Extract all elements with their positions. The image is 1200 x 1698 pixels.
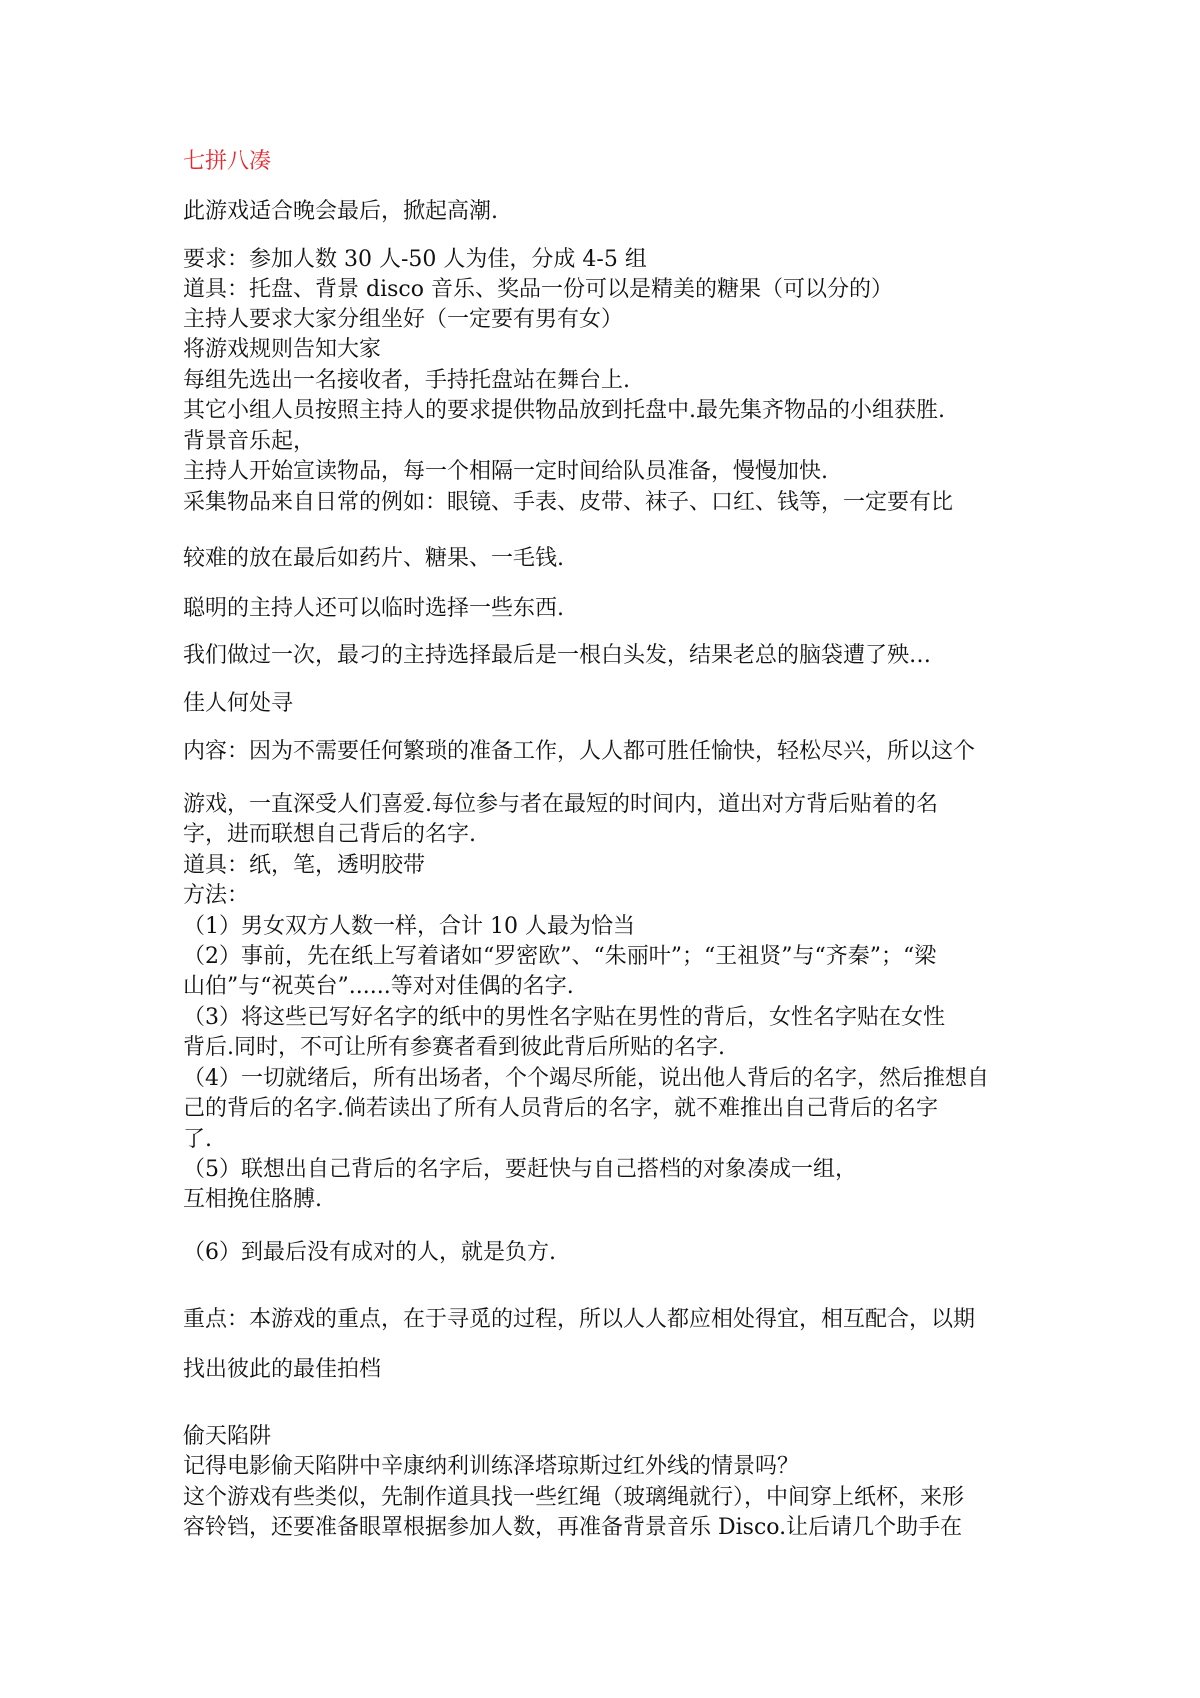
paragraph-line: 较难的放在最后如药片、糖果、一毛钱.: [183, 546, 564, 571]
paragraph-line: 找出彼此的最佳拍档: [183, 1357, 382, 1382]
paragraph-line: 记得电影偷天陷阱中辛康纳利训练泽塔琼斯过红外线的情景吗？: [183, 1454, 800, 1479]
paragraph-line: 容铃铛，还要准备眼罩根据参加人数，再准备背景音乐 Disco.让后请几个助手在: [183, 1515, 963, 1540]
paragraph-line: 主持人要求大家分组坐好（一定要有男有女）: [183, 307, 624, 332]
paragraph-line: 此游戏适合晚会最后，掀起高潮.: [183, 199, 498, 224]
paragraph-line: 其它小组人员按照主持人的要求提供物品放到托盘中.最先集齐物品的小组获胜.: [183, 398, 945, 423]
paragraph-line: 了.: [183, 1127, 212, 1152]
paragraph-line: 采集物品来自日常的例如：眼镜、手表、皮带、袜子、口红、钱等，一定要有比: [183, 490, 954, 515]
paragraph-line: 内容：因为不需要任何繁琐的准备工作，人人都可胜任愉快，轻松尽兴，所以这个: [183, 739, 976, 764]
paragraph-line: 山伯”与“祝英台”......等对对佳偶的名字.: [183, 974, 574, 999]
paragraph-line: 我们做过一次，最刁的主持选择最后是一根白头发，结果老总的脑袋遭了殃…: [183, 643, 932, 668]
paragraph-line: 道具：纸，笔，透明胶带: [183, 853, 426, 878]
paragraph-line: （3）将这些已写好名字的纸中的男性名字贴在男性的背后，女性名字贴在女性: [183, 1005, 945, 1030]
paragraph-line: 每组先选出一名接收者，手持托盘站在舞台上.: [183, 368, 630, 393]
paragraph-line: 聪明的主持人还可以临时选择一些东西.: [183, 596, 564, 621]
section-title-qipinbacou: 七拼八凑: [183, 149, 272, 174]
paragraph-line: 互相挽住胳膊.: [183, 1187, 322, 1212]
section-title-jiarenhechuxun: 佳人何处寻: [183, 691, 294, 716]
paragraph-line: 将游戏规则告知大家: [183, 337, 382, 362]
paragraph-line: （5）联想出自己背后的名字后，要赶快与自己搭档的对象凑成一组，: [183, 1157, 857, 1182]
paragraph-line: 方法：: [183, 883, 250, 908]
paragraph-line: 己的背后的名字.倘若读出了所有人员背后的名字，就不难推出自己背后的名字: [183, 1096, 938, 1121]
paragraph-line: 道具：托盘、背景 disco 音乐、奖品一份可以是精美的糖果（可以分的）: [183, 277, 893, 302]
paragraph-line: （2）事前，先在纸上写着诸如“罗密欧”、“朱丽叶”；“王祖贤”与“齐秦”；“梁: [183, 944, 937, 969]
paragraph-line: 重点：本游戏的重点，在于寻觅的过程，所以人人都应相处得宜，相互配合，以期: [183, 1307, 976, 1332]
paragraph-line: 要求：参加人数 30 人-50 人为佳，分成 4-5 组: [183, 247, 647, 272]
paragraph-line: 背后.同时，不可让所有参赛者看到彼此背后所贴的名字.: [183, 1035, 725, 1060]
paragraph-line: （6）到最后没有成对的人，就是负方.: [183, 1240, 556, 1265]
paragraph-line: 这个游戏有些类似，先制作道具找一些红绳（玻璃绳就行），中间穿上纸杯，来形: [183, 1485, 965, 1510]
paragraph-line: （1）男女双方人数一样，合计 10 人最为恰当: [183, 914, 635, 939]
paragraph-line: 背景音乐起，: [183, 429, 316, 454]
section-title-toutianxianjing: 偷天陷阱: [183, 1424, 272, 1449]
paragraph-line: 主持人开始宣读物品，每一个相隔一定时间给队员准备，慢慢加快.: [183, 459, 828, 484]
paragraph-line: （4）一切就绪后，所有出场者，个个竭尽所能，说出他人背后的名字，然后推想自: [183, 1066, 989, 1091]
paragraph-line: 字，进而联想自己背后的名字.: [183, 822, 476, 847]
paragraph-line: 游戏，一直深受人们喜爱.每位参与者在最短的时间内，道出对方背后贴着的名: [183, 792, 938, 817]
